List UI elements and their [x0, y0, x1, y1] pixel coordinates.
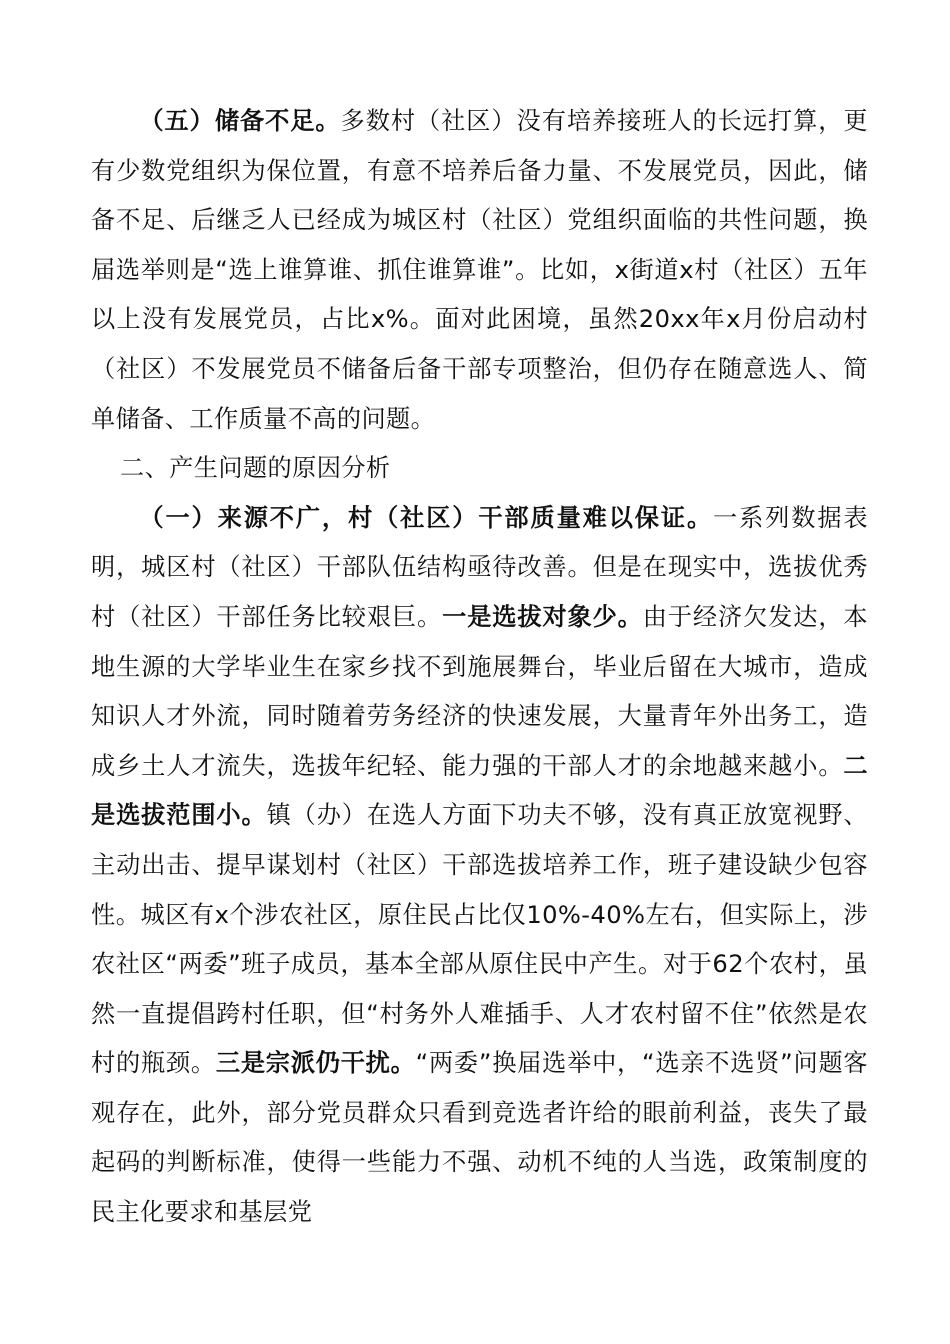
paragraph-text: 多数村（社区）没有培养接班人的长远打算，更有少数党组织为保位置，有意不培养后备力量、不发展党员，因此，储备不足、后继乏人已经成为城区村（社区）党组织面临的共性问题，换届选举则是“选上谁算谁、抓住谁算谁”。比如，x街道x村（社区）五年以上没有发展党员，占比x%。面对此困境，虽然20xx年x月份启动村（社区）不发展党员不储备后备干部专项整治，但仍存在随意选人、简单储备、工作质量不高的问题。 — [91, 107, 869, 433]
point-two-heading: 二是选拔范围小。 — [91, 751, 868, 830]
paragraph-bold-lead: （五）储备不足。 — [139, 107, 341, 135]
point-two-text: 镇（办）在选人方面下功夫不够，没有真正放宽视野、主动出击、提早谋划村（社区）干部选拔培养工作，班子建设缺少包容性。城区有x个涉农社区，原住民占比仅10%-40%左右，但实际上，涉农社区“两委”班子成员，基本全部从原住民中产生。对于62个农村，虽然一直提倡跨村任职，但“村务外人难插手、人才农村留不住”依然是农村的瓶颈。 — [91, 801, 868, 1078]
point-one-heading: 一是选拔对象少。 — [442, 602, 643, 631]
point-one-text: 由于经济欠发达，本地生源的大学毕业生在家乡找不到施展舞台，毕业后留在大城市，造成知识人才外流，同时随着劳务经济的快速发展，大量青年外出务工，造成乡土人才流失，选拔年纪轻、能力强的干部人才的余地越来越小。 — [91, 602, 868, 780]
paragraph-reserve-shortage — [91, 97, 868, 444]
point-three-heading: 三是宗派仍干扰。 — [215, 1049, 416, 1078]
document-body — [91, 97, 868, 1238]
paragraph-bold-lead: （一）来源不广，村（社区）干部质量难以保证。 — [139, 503, 714, 532]
point-three-text: “两委”换届选举中，“选亲不选贤”问题客观存在，此外，部分党员群众只看到竞选者许给的眼前利益，丧失了最起码的判断标准，使得一些能力不强、动机不纯的人当选，政策制度的民主化要求和基层党 — [91, 1049, 869, 1227]
paragraph-text: 一系列数据表明，城区村（社区）干部队伍结构亟待改善。但是在现实中，选拔优秀村（社区）干部任务比较艰巨。 — [91, 503, 868, 631]
section-heading-text: 二、产生问题的原因分析 — [120, 454, 391, 483]
paragraph-source-narrow — [91, 494, 868, 1238]
section-heading — [91, 444, 868, 494]
